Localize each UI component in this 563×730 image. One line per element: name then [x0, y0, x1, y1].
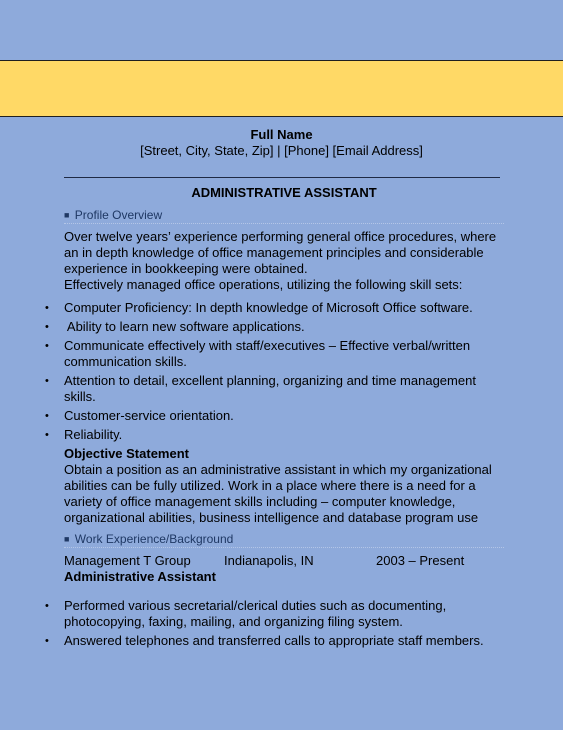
- company-location: Indianapolis, IN: [224, 553, 314, 568]
- profile-paragraph-2: Effectively managed office operations, utilizing the following skill sets:: [64, 277, 463, 292]
- list-item: [45, 300, 504, 316]
- duty-text: Answered telephones and transferred calls to appropriate staff members.: [64, 633, 484, 648]
- experience-section-heading: [64, 532, 504, 548]
- bullet-icon: •: [45, 302, 49, 314]
- list-item: [45, 427, 504, 443]
- bullet-icon: •: [45, 600, 49, 612]
- objective-text: Obtain a position as an administrative assistant in which my organizational abilities can be fully utilized. Work in a place where there is a need for a variety of office management skills including – computer knowledge, organizational abilities, business intelligence and database program use: [64, 462, 492, 525]
- header-divider: [64, 177, 500, 178]
- company-name: Management T Group: [64, 553, 191, 568]
- experience-row: [64, 553, 504, 569]
- square-bullet-icon: ■: [64, 534, 70, 544]
- full-name: Full Name: [250, 127, 313, 142]
- list-item: [45, 598, 504, 630]
- skills-list: [45, 300, 504, 443]
- profile-heading-label: Profile Overview: [74, 208, 163, 222]
- list-item: [45, 408, 504, 424]
- resume-header: [0, 127, 563, 159]
- bullet-icon: •: [45, 635, 49, 647]
- skill-text: Communicate effectively with staff/executives – Effective verbal/written communication skills.: [64, 338, 471, 369]
- list-item: [45, 633, 504, 649]
- resume-body: [45, 185, 504, 652]
- duty-text: Performed various secretarial/clerical duties such as documenting, photocopying, faxing, mailing, and organizing filing system.: [64, 598, 447, 629]
- list-item: [45, 373, 504, 405]
- bullet-icon: •: [45, 340, 49, 352]
- skill-text: Reliability.: [64, 427, 123, 442]
- skill-text: Customer-service orientation.: [64, 408, 234, 423]
- skill-text: Computer Proficiency: In depth knowledge of Microsoft Office software.: [64, 300, 473, 315]
- profile-section-heading: [64, 208, 504, 224]
- skill-text: Ability to learn new software applications.: [64, 319, 305, 334]
- bullet-icon: •: [45, 321, 49, 333]
- bullet-icon: •: [45, 375, 49, 387]
- duties-list: [45, 598, 504, 649]
- list-item: [45, 338, 504, 370]
- bullet-icon: •: [45, 410, 49, 422]
- experience-heading-label: Work Experience/Background: [74, 532, 234, 546]
- bullet-icon: •: [45, 429, 49, 441]
- employment-dates: 2003 – Present: [376, 553, 465, 568]
- skill-text: Attention to detail, excellent planning, organizing and time management skills.: [64, 373, 476, 404]
- job-title: ADMINISTRATIVE ASSISTANT: [191, 185, 377, 200]
- profile-paragraph: Over twelve years’ experience performing general office procedures, where an in depth knowledge of office management principles and considerable experience in bookkeeping were obtained.: [64, 229, 497, 276]
- header-accent-band: [0, 60, 563, 117]
- square-bullet-icon: ■: [64, 210, 70, 220]
- contact-info: [Street, City, State, Zip] | [Phone] [Email Address]: [140, 143, 423, 158]
- list-item: [45, 319, 504, 335]
- objective-heading: Objective Statement: [64, 446, 189, 461]
- role-title: Administrative Assistant: [64, 569, 216, 584]
